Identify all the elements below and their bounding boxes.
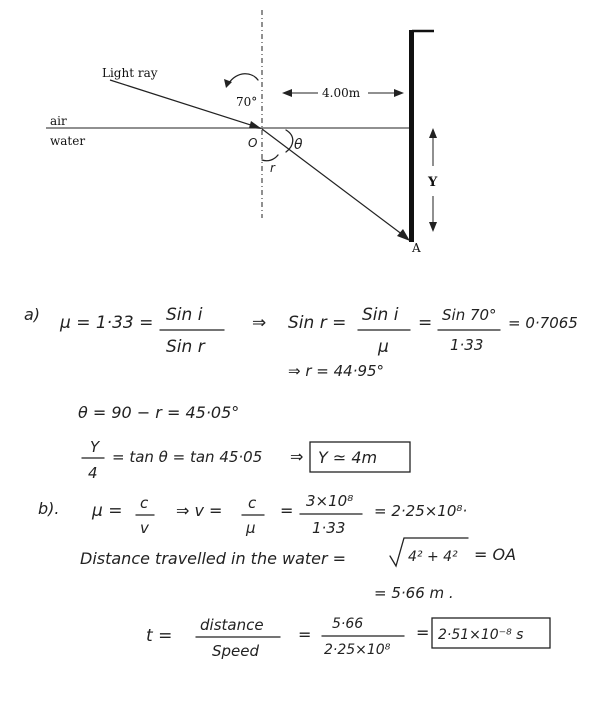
angle-curved-arrow [228,74,258,84]
b-frac3-num: 3×10⁸ [306,492,354,510]
b-eq3: = [416,623,430,642]
a-frac3-num: Sin 70° [442,306,497,324]
b-frac1-den: v [140,519,149,537]
b-result-v: = 2·25×10⁸· [374,502,468,520]
b-frac4-den: Speed [212,642,260,660]
b-eq1: = [280,501,294,520]
a-r-line: ⇒ r = 44·95° [288,362,385,380]
part-a-label: a) [24,305,41,324]
b-answer: 2·51×10⁻⁸ s [438,627,524,643]
b-frac1-num: c [140,494,149,512]
part-b-label: b). [38,499,60,518]
label-theta: θ [294,137,303,153]
y-arrowhead-top [429,128,437,138]
theta-arc [286,130,293,152]
label-point-o: O [248,136,258,150]
distance-arrowhead-left [282,89,292,97]
label-angle-incidence: 70° [236,95,258,109]
distance-arrowhead-right [394,89,404,97]
y-arrowhead-bottom [429,222,437,232]
a-y-num: Y [90,438,100,456]
b-frac5-den: 2·25×10⁸ [324,642,391,658]
a-frac2-num: Sin i [362,305,399,325]
b-distance-text: Distance travelled in the water = [80,549,347,568]
wall [409,30,414,242]
a-theta-line: θ = 90 − r = 45·05° [78,403,240,422]
b-arrow: ⇒ v = [176,501,223,520]
label-r: r [270,161,275,175]
refracted-ray-arrowhead [397,229,410,241]
label-light-ray: Light ray [102,66,158,80]
b-t-lhs: t = [146,626,173,646]
a-frac3-den: 1·33 [450,336,484,354]
b-distance-eq: = OA [474,545,517,564]
a-frac1-den: Sin r [166,337,205,357]
label-water: water [50,134,86,148]
b-sqrt-expr: 4² + 4² [408,549,458,565]
a-answer: Y ≃ 4m [318,448,378,467]
incident-ray-arrowhead [249,121,262,129]
b-frac3-den: 1·33 [312,519,346,537]
label-a: A [412,241,421,255]
a-arrow2: ⇒ [290,447,304,466]
b-frac2-num: c [248,494,257,512]
b-mu-lhs: μ = [92,501,123,521]
b-frac4-num: distance [200,616,264,634]
a-mu-lhs: μ = 1·33 = [60,313,154,333]
a-tan-expr: = tan θ = tan 45·05 [112,448,263,466]
refraction-diagram [46,10,438,255]
a-frac2-den: μ [378,337,389,357]
label-air: air [50,114,67,128]
b-frac5-num: 5·66 [332,616,364,632]
r-arc [262,155,278,161]
label-distance: 4.00m [322,86,361,100]
a-result1: = 0·7065 [508,314,578,332]
a-eq1: = [418,313,433,333]
part-b-solution [38,492,550,660]
label-y: Y [428,175,438,190]
a-frac1-num: Sin i [166,305,203,325]
a-y-den: 4 [88,464,98,482]
refracted-ray [262,129,407,238]
b-frac2-den: μ [246,519,256,537]
b-distance-val: = 5·66 m . [374,584,454,602]
a-sinr-lhs: Sin r = [288,313,347,333]
b-eq2: = [298,625,312,644]
a-arrow1: ⇒ [252,313,267,333]
part-a-solution [24,305,578,482]
